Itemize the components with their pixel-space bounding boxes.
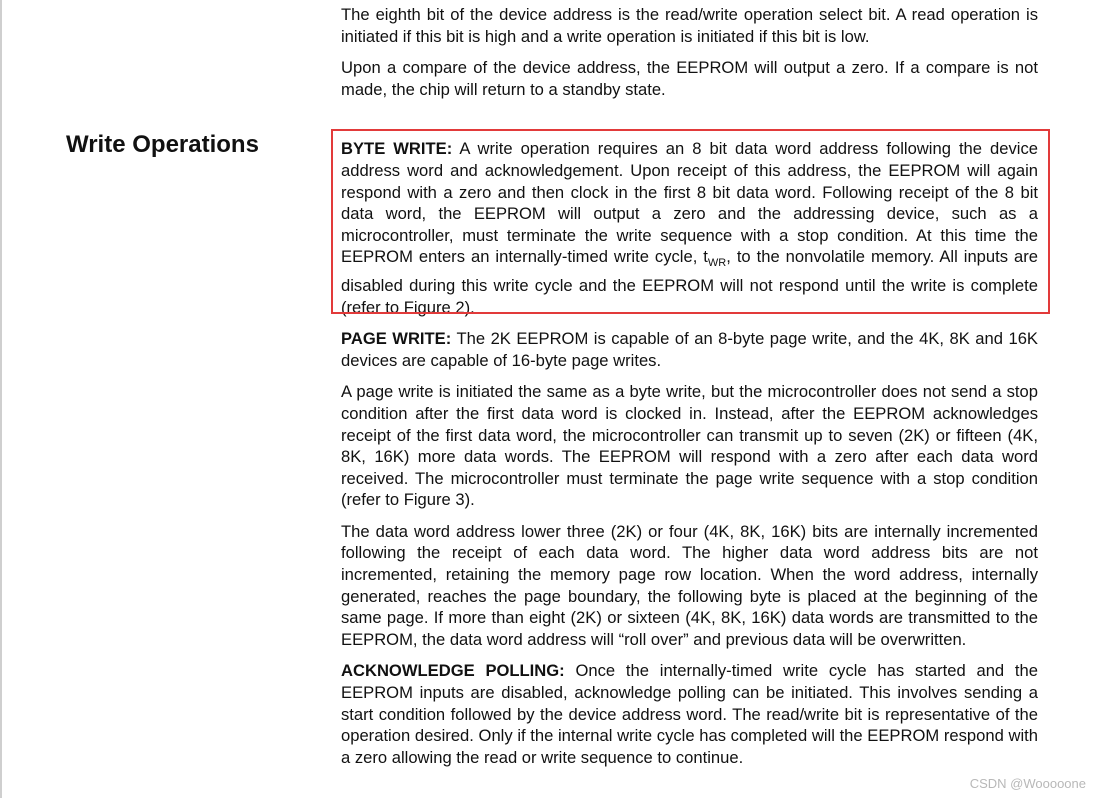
ack-polling-lead: ACKNOWLEDGE POLLING:: [341, 661, 565, 681]
watermark: CSDN @Wooooone: [969, 776, 1086, 791]
page-write-paragraph-2: A page write is initiated the same as a byte write, but the microcontroller does not send a stop condition after the first data word is clocked in. Instead, after the EEPROM acknowledges receipt of the first data word, the microcontroller can transmit up to seven (2K) or fifteen (4K, 8K, 16K) more data words. The EEPROM will respond with a zero after each data word received. The microcontroller must terminate the page write sequence with a stop condition (refer to Figure 3).: [341, 382, 1038, 510]
byte-write-lead: BYTE WRITE:: [341, 139, 453, 159]
ack-polling-paragraph: [341, 660, 1038, 768]
page-left-border: [0, 0, 2, 798]
section-heading-write-operations: Write Operations: [66, 131, 259, 158]
intro-paragraph-1: The eighth bit of the device address is the read/write operation select bit. A read operation is initiated if this bit is high and a write operation is initiated if this bit is low.: [341, 5, 1038, 46]
body-column: [341, 4, 1038, 768]
byte-write-text-1: A write operation requires an 8 bit data word address following the device address word and acknowledgement. Upon receipt of this address, the EEPROM will again respond with a zero and then clock in the first 8 bit data word. Following receipt of the 8 bit data word, the EEPROM will output a zero and the addressing device, such as a microcontroller, must terminate the write sequence with a stop condition. At this time the EEPROM enters an internally-timed write cycle, t: [341, 139, 1038, 267]
page-write-paragraph-3: The data word address lower three (2K) or four (4K, 8K, 16K) bits are internally incremented following the receipt of each data word. The higher data word address bits are not incremented, retaining the memory page row location. When the word address, internally generated, reaches the page boundary, the following byte is placed at the beginning of the same page. If more than eight (2K) or sixteen (4K, 8K, 16K) data words are transmitted to the EEPROM, the data word address will “roll over” and previous data will be overwritten.: [341, 521, 1038, 649]
byte-write-subscript: WR: [707, 257, 727, 270]
byte-write-text-2: , to the nonvolatile memory. All inputs are disabled during this write cycle and the EEPROM will not respond until the write is complete (refer to Figure 2).: [341, 247, 1038, 317]
intro-paragraph-2: Upon a compare of the device address, the EEPROM will output a zero. If a compare is not made, the chip will return to a standby state.: [341, 58, 1038, 99]
byte-write-paragraph: [341, 138, 1038, 318]
page-write-paragraph: [341, 328, 1038, 371]
page-write-lead: PAGE WRITE:: [341, 329, 452, 349]
ack-polling-text: Once the internally-timed write cycle has started and the EEPROM inputs are disabled, acknowledge polling can be initiated. This involves sending a start condition followed by the device address word. The read/write bit is representative of the operation desired. Only if the internal write cycle has completed will the EEPROM respond with a zero allowing the read or write sequence to continue.: [341, 661, 1038, 767]
page-write-text: The 2K EEPROM is capable of an 8-byte page write, and the 4K, 8K and 16K devices are capable of 16-byte page writes.: [341, 329, 1038, 370]
